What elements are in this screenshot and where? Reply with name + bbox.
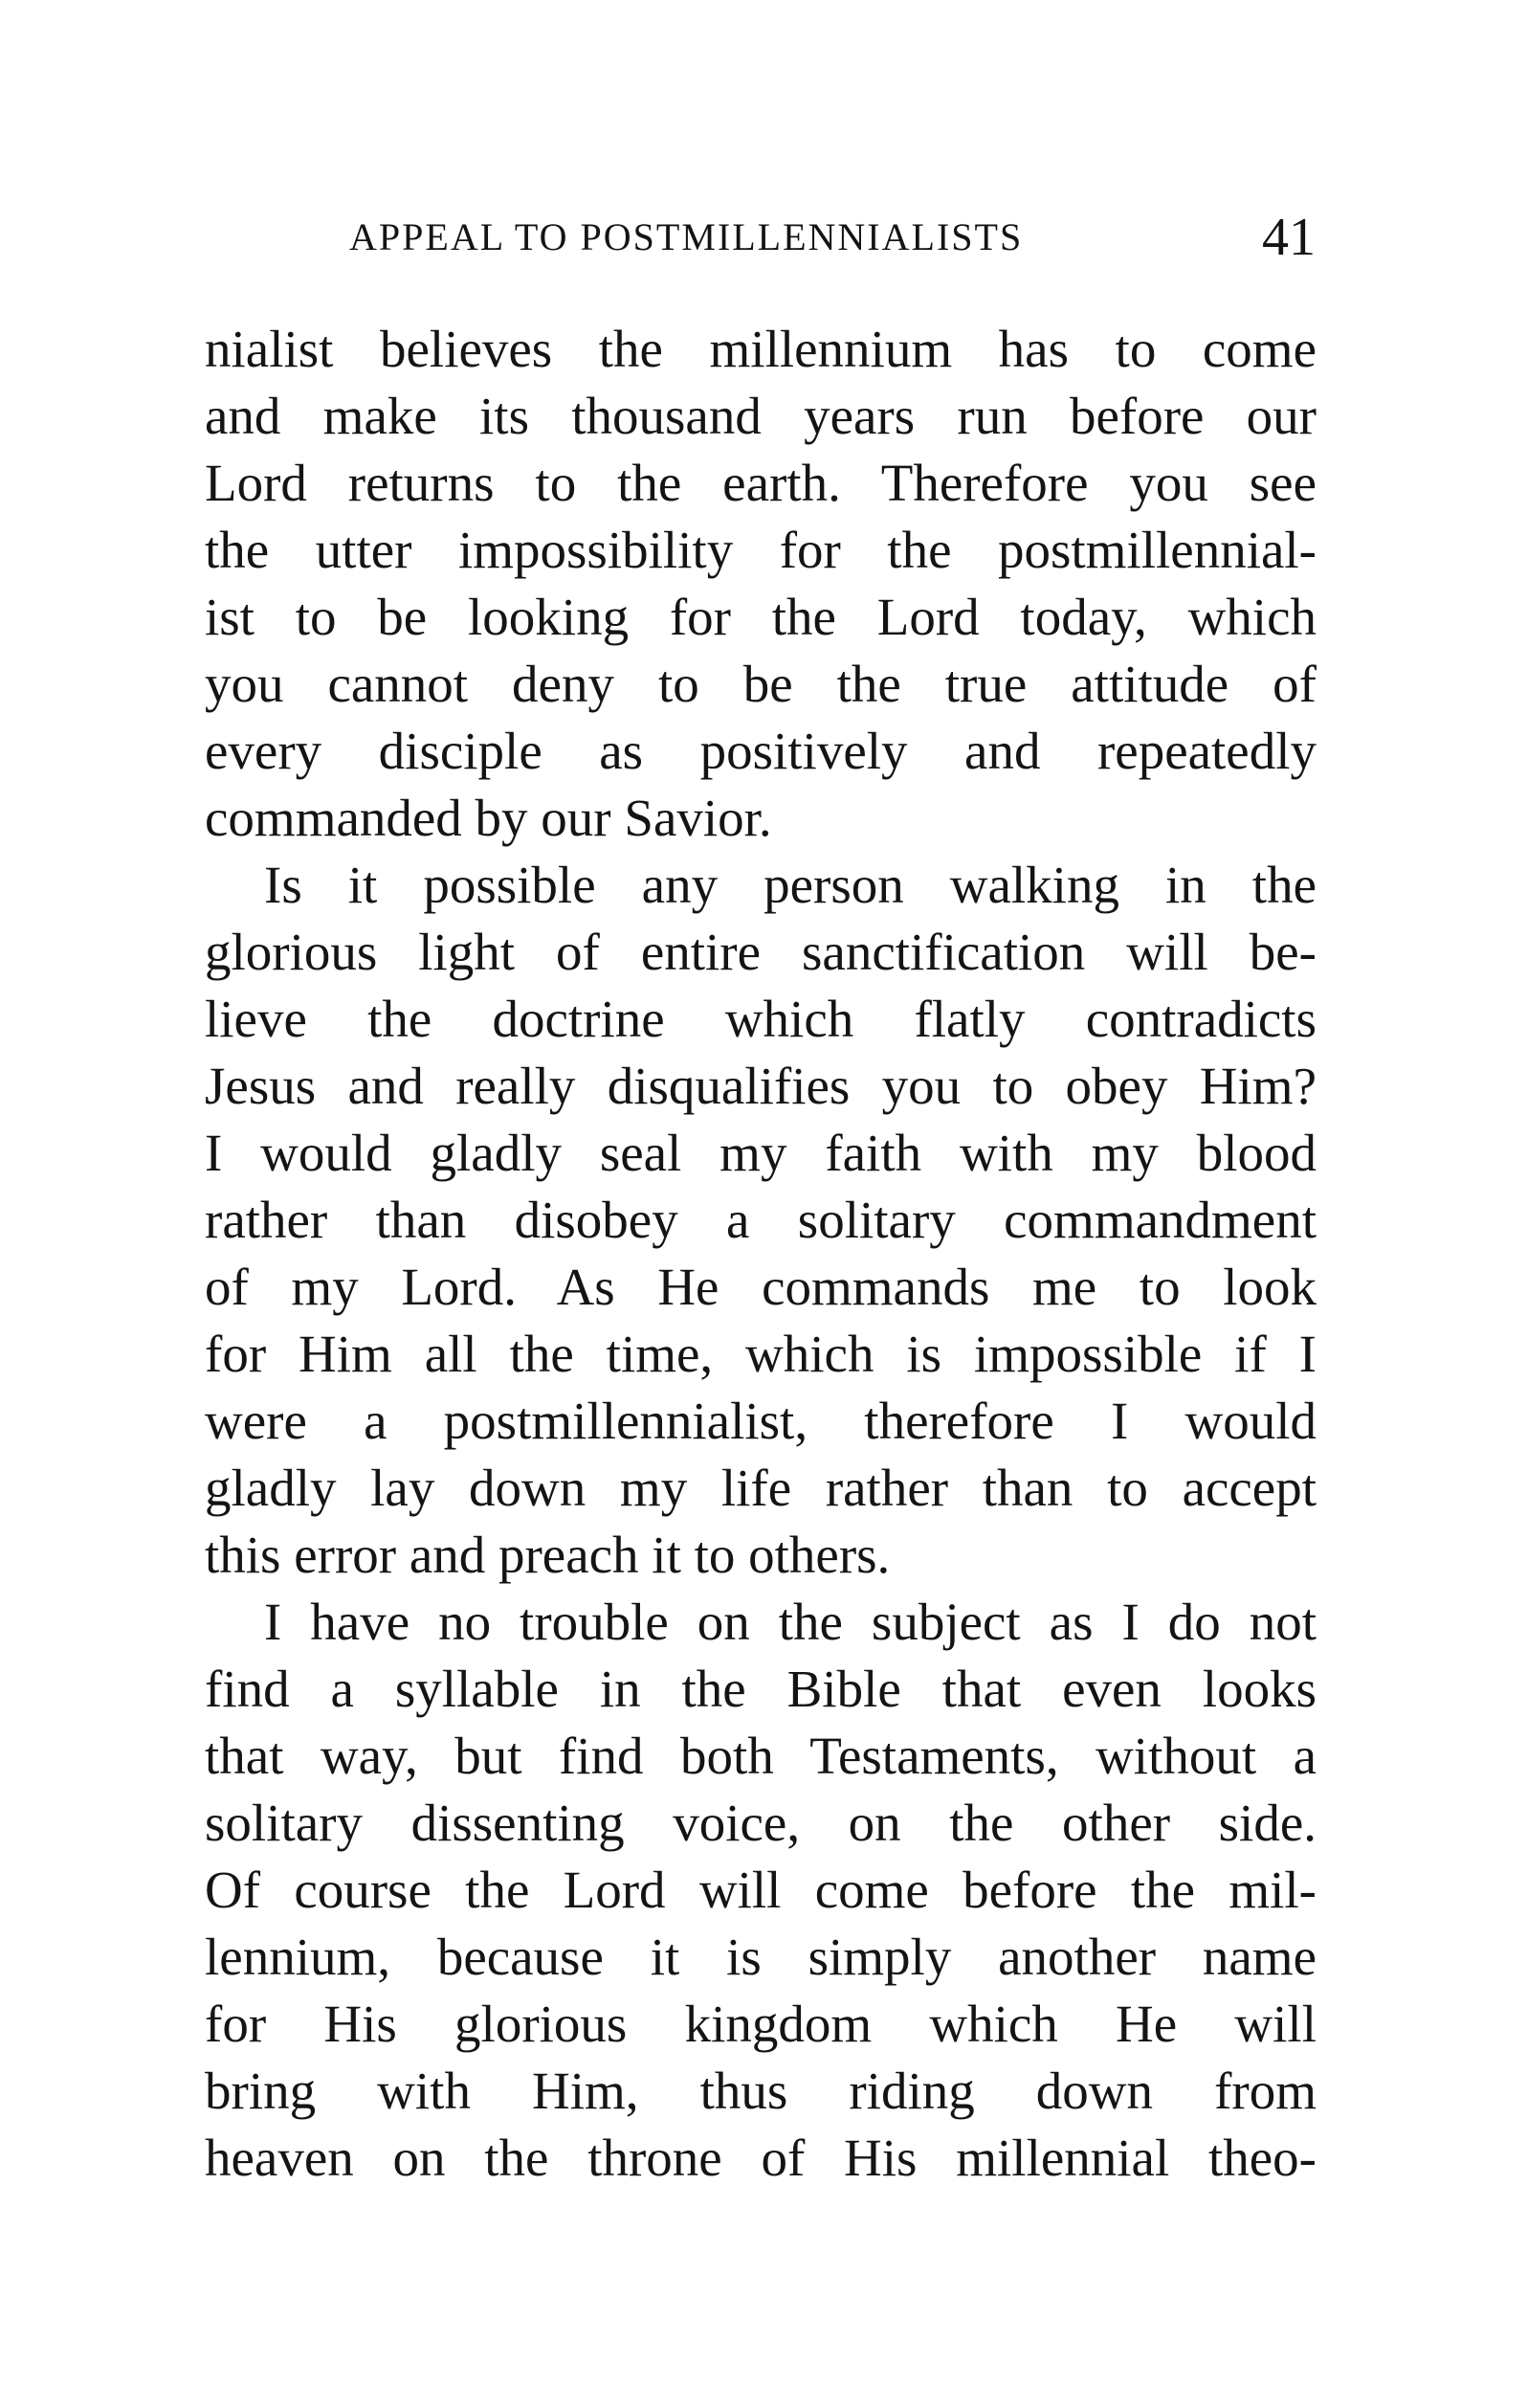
paragraph-3 [205,1589,1317,2192]
paragraph-2 [205,852,1317,1589]
text-line: lieve the doctrine which flatly contradicts [205,990,1317,1048]
text-line: Jesus and really disqualifies you to obey Him? [205,1057,1317,1115]
text-line: for His glorious kingdom which He will [205,1995,1317,2053]
body-text [205,316,1317,2192]
text-line: bring with Him, thus riding down from [205,2062,1317,2120]
text-line: the utter impossibility for the postmillennial- [205,521,1317,579]
text-line: every disciple as positively and repeatedly [205,722,1317,780]
text-line: this error and preach it to others. [205,1526,891,1584]
text-line: solitary dissenting voice, on the other side. [205,1794,1317,1852]
text-line: and make its thousand years run before our [205,387,1317,445]
text-line: find a syllable in the Bible that even looks [205,1660,1317,1718]
text-line: Lord returns to the earth. Therefore you see [205,454,1317,512]
text-line: nialist believes the millennium has to come [205,320,1317,378]
text-line: for Him all the time, which is impossible if I [205,1325,1317,1383]
text-line: lennium, because it is simply another name [205,1928,1317,1986]
text-line: I have no trouble on the subject as I do not [264,1593,1317,1651]
text-line: you cannot deny to be the true attitude of [205,655,1317,713]
text-line: Of course the Lord will come before the mil- [205,1861,1317,1919]
text-line: gladly lay down my life rather than to accept [205,1459,1317,1517]
text-line: rather than disobey a solitary commandment [205,1191,1317,1249]
text-line: heaven on the throne of His millennial theo- [205,2129,1317,2187]
text-line: glorious light of entire sanctification will be- [205,923,1317,981]
page-number: 41 [1262,208,1316,267]
text-line: I would gladly seal my faith with my blood [205,1124,1317,1182]
text-line: that way, but find both Testaments, without a [205,1727,1317,1785]
text-line: ist to be looking for the Lord today, which [205,588,1317,646]
text-line: Is it possible any person walking in the [264,856,1317,914]
paragraph-1 [205,316,1317,852]
running-head [349,207,1316,268]
text-line: commanded by our Savior. [205,789,772,847]
text-line: of my Lord. As He commands me to look [205,1258,1317,1316]
running-title: APPEAL TO POSTMILLENNIALISTS [349,215,1024,258]
text-line: were a postmillennialist, therefore I would [205,1392,1317,1450]
